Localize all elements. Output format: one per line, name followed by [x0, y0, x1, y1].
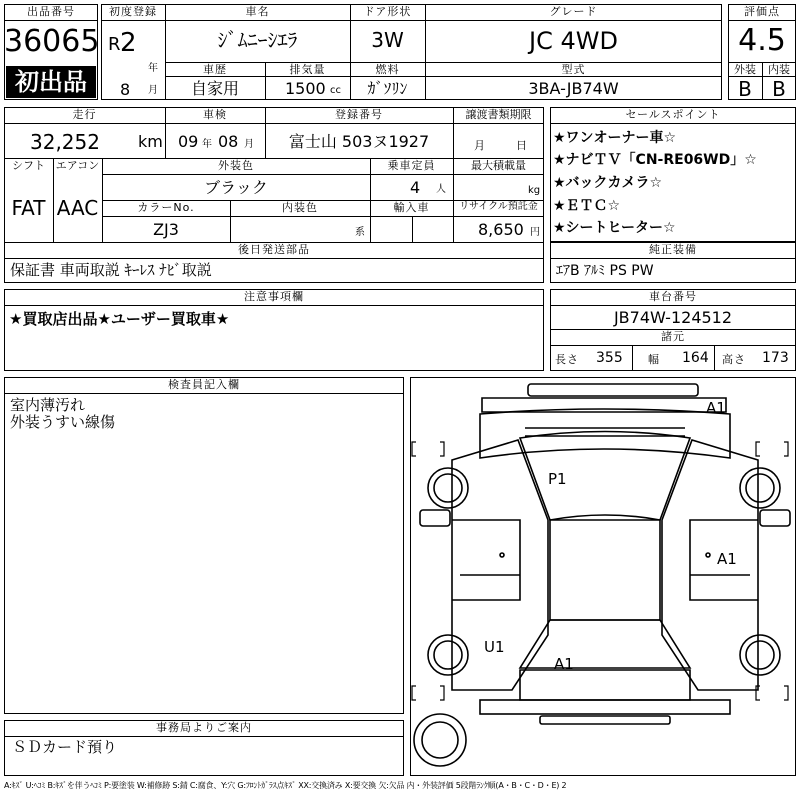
model-label: 型式 — [561, 63, 586, 76]
height-value: 173 — [762, 350, 789, 366]
inspection-year: 09 — [178, 132, 199, 151]
sales-point-item: ★ワンオーナー車☆ — [553, 130, 677, 146]
width-label: 幅 — [648, 353, 660, 366]
color-no-value: ZJ3 — [153, 220, 179, 239]
fuel-label: 燃料 — [375, 63, 400, 76]
int-color-unit: 系 — [355, 227, 365, 238]
ac-label: エアコン — [55, 159, 100, 172]
score-label: 評価点 — [744, 5, 780, 18]
shift-value: FAT — [11, 196, 46, 220]
sales-point-item: ★シートヒーター☆ — [553, 220, 676, 236]
later-parts-label: 後日発送部品 — [238, 243, 310, 256]
sales-point-item: ★ＥＴＣ☆ — [553, 198, 621, 214]
shift-label: シフト — [12, 159, 45, 172]
interior-label: 内装 — [768, 63, 790, 76]
door-label: ドア形状 — [363, 5, 412, 18]
first-reg-label: 初度登録 — [109, 5, 157, 18]
capacity-unit: 人 — [436, 184, 446, 195]
mileage-label: 走行 — [72, 108, 97, 121]
exterior-grade: B — [738, 77, 752, 101]
interior-grade: B — [772, 77, 786, 101]
plate-label: 登録番号 — [335, 108, 383, 121]
sales-points-label: セールスポイント — [625, 108, 721, 121]
car-name: ｼﾞﾑﾆｰｼｴﾗ — [217, 28, 298, 52]
later-parts-value: 保証書 車両取説 ｷｰﾚｽ ﾅﾋﾞ取説 — [10, 261, 212, 279]
history-value: 自家用 — [190, 79, 239, 98]
chassis-label: 車台番号 — [649, 290, 697, 303]
inspector-line: 室内薄汚れ — [10, 396, 86, 414]
inspector-line: 外装うすい線傷 — [10, 413, 116, 431]
inspection-month-unit: 月 — [244, 139, 254, 150]
displacement-label: 排気量 — [289, 63, 326, 76]
displacement-unit: cc — [330, 85, 341, 96]
first-listing-text: 初出品 — [15, 68, 87, 96]
door-value: 3W — [371, 28, 404, 52]
model-value: 3BA-JB74W — [528, 79, 619, 98]
chassis-value: JB74W-124512 — [613, 308, 733, 327]
grade-value: JC 4WD — [529, 27, 618, 55]
color-value: ブラック — [204, 178, 268, 197]
length-value: 355 — [596, 350, 623, 366]
reg-month: 8 — [120, 80, 131, 99]
car-name-label: 車名 — [245, 5, 270, 18]
plate-value: 富士山 503ヌ1927 — [288, 132, 430, 151]
equipment-value: ｴｱB ｱﾙﾐ PS PW — [556, 263, 654, 279]
office-label: 事務局よりご案内 — [156, 721, 252, 734]
damage-mark: A1 — [717, 550, 737, 568]
transfer-month-unit: 月 — [474, 139, 486, 152]
width-value: 164 — [682, 350, 709, 366]
inspection-month: 08 — [218, 132, 239, 151]
reg-year: 2 — [120, 28, 137, 58]
mileage-unit: km — [138, 132, 163, 151]
damage-mark: P1 — [548, 470, 567, 488]
dims-label: 諸元 — [661, 330, 685, 343]
exterior-label: 外装 — [734, 63, 756, 76]
month-unit: 月 — [148, 85, 158, 96]
grade-label: グレード — [549, 5, 598, 18]
displacement-value: 1500 — [285, 79, 326, 98]
damage-mark: A1 — [554, 655, 574, 673]
era: R — [108, 34, 121, 55]
import-label: 輸入車 — [393, 201, 430, 214]
ac-value: AAC — [56, 196, 99, 220]
transfer-label: 譲渡書類期限 — [465, 108, 532, 121]
equipment-label: 純正装備 — [649, 243, 697, 256]
damage-mark: A1 — [706, 399, 726, 417]
office-value: ＳＤカード預り — [12, 738, 118, 756]
sales-point-item: ★バックカメラ☆ — [553, 175, 663, 191]
inspector-label: 検査員記入欄 — [168, 378, 240, 391]
notes-label: 注意事項欄 — [244, 290, 304, 303]
length-label: 長さ — [555, 353, 579, 366]
int-color-label: 内装色 — [282, 201, 318, 214]
load-label: 最大積載量 — [471, 159, 526, 172]
mileage-value: 32,252 — [30, 130, 100, 154]
color-label: 外装色 — [218, 159, 254, 172]
car-diagram-box — [410, 377, 796, 776]
history-label: 車歴 — [203, 63, 227, 76]
recycle-unit: 円 — [530, 227, 540, 238]
color-no-label: カラーNo. — [137, 201, 195, 214]
legend: A:ｷｽﾞ U:ﾍｺﾐ B:ｷｽﾞを伴うﾍｺﾐ P:要塗装 W:補修跡 S:錆 C:腐食、Y:穴 G:ﾌﾛﾝﾄｶﾞﾗｽ点ｷｽﾞ XX:交換済み X:要交換 欠:欠品 内・外装評価 5段階ﾗﾝｸ順(A・B・C・D・E) 2 — [4, 781, 567, 790]
score-value: 4.5 — [738, 23, 786, 58]
fuel-value: ｶﾞｿﾘﾝ — [367, 79, 408, 98]
capacity-value: 4 — [410, 178, 421, 197]
capacity-label: 乗車定員 — [387, 159, 436, 172]
recycle-value: 8,650 — [478, 220, 524, 239]
lot-label: 出品番号 — [27, 5, 75, 18]
load-unit: kg — [528, 185, 541, 196]
inspection-year-unit: 年 — [202, 139, 212, 150]
sales-point-item: ★ナビＴＶ「CN-RE06WD」☆ — [553, 152, 757, 168]
damage-mark: U1 — [484, 638, 505, 656]
year-unit: 年 — [148, 63, 158, 74]
inspection-label: 車検 — [203, 108, 227, 121]
notes-value: ★買取店出品★ユーザー買取車★ — [9, 310, 230, 328]
transfer-day-unit: 日 — [516, 139, 528, 152]
height-label: 高さ — [722, 353, 746, 366]
lot-number: 36065 — [4, 24, 100, 59]
recycle-label: リサイクル預託金 — [459, 201, 538, 212]
